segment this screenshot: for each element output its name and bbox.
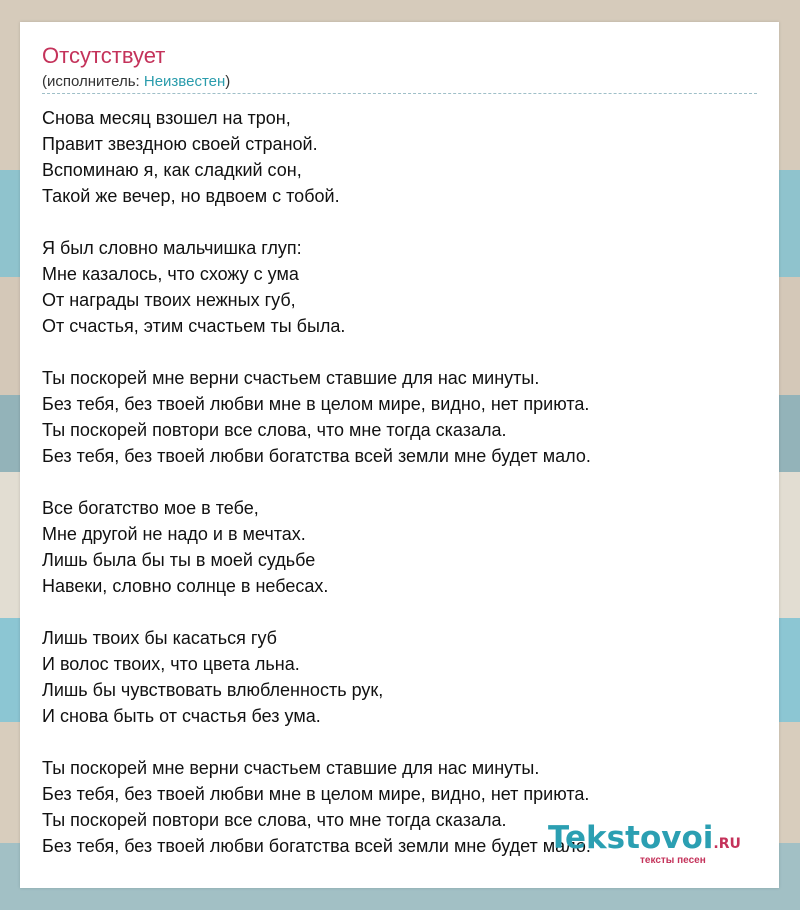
stanza-gap	[42, 339, 769, 365]
lyric-line: Вспоминаю я, как сладкий сон,	[42, 160, 302, 180]
lyric-line: Ты поскорей мне верни счастьем ставшие для нас минуты.	[42, 368, 540, 388]
lyric-line: Без тебя, без твоей любви богатства всей земли мне будет мало.	[42, 446, 591, 466]
lyric-line: Ты поскорей мне верни счастьем ставшие для нас минуты.	[42, 758, 540, 778]
lyric-line: От счастья, этим счастьем ты была.	[42, 316, 346, 336]
meta-suffix: )	[225, 73, 231, 90]
stanza-gap	[42, 469, 769, 495]
logo-tld: .RU	[713, 836, 741, 852]
lyric-line: Все богатство мое в тебе,	[42, 498, 259, 518]
lyric-line: Снова месяц взошел на трон,	[42, 108, 291, 128]
lyric-line: Лишь твоих бы касаться губ	[42, 628, 277, 648]
lyric-line: Мне казалось, что схожу с ума	[42, 264, 299, 284]
lyric-line: Навеки, словно солнце в небесах.	[42, 576, 329, 596]
lyric-line: Я был словно мальчишка глуп:	[42, 238, 302, 258]
site-tagline: тексты песен	[640, 855, 706, 866]
logo-name: Tekstovoi	[548, 820, 714, 856]
title-divider	[42, 93, 757, 94]
lyric-line: От награды твоих нежных губ,	[42, 290, 296, 310]
lyric-line: Лишь была бы ты в моей судьбе	[42, 550, 316, 570]
lyric-line: И снова быть от счастья без ума.	[42, 706, 321, 726]
lyric-line: Лишь бы чувствовать влюбленность рук,	[42, 680, 384, 700]
lyric-line: Без тебя, без твоей любви богатства всей земли мне будет мало.	[42, 836, 591, 856]
lyric-line: Такой же вечер, но вдвоем с тобой.	[42, 186, 340, 206]
lyric-line: Без тебя, без твоей любви мне в целом мире, видно, нет приюта.	[42, 394, 590, 414]
song-meta	[42, 73, 230, 90]
stanza-gap	[42, 209, 769, 235]
meta-prefix: (исполнитель:	[42, 73, 144, 90]
lyrics-card	[20, 22, 779, 888]
lyric-line: Без тебя, без твоей любви мне в целом мире, видно, нет приюта.	[42, 784, 590, 804]
artist-link[interactable]: Неизвестен	[143, 73, 226, 90]
song-title: Отсутствует	[42, 43, 166, 68]
lyric-line: И волос твоих, что цвета льна.	[42, 654, 300, 674]
lyrics-text	[42, 105, 769, 859]
lyric-line: Ты поскорей повтори все слова, что мне тогда сказала.	[42, 420, 507, 440]
lyric-line: Ты поскорей повтори все слова, что мне тогда сказала.	[42, 810, 507, 830]
stanza-gap	[42, 599, 769, 625]
lyric-line: Правит звездною своей страной.	[42, 134, 318, 154]
stanza-gap	[42, 729, 769, 755]
lyric-line: Мне другой не надо и в мечтах.	[42, 524, 306, 544]
